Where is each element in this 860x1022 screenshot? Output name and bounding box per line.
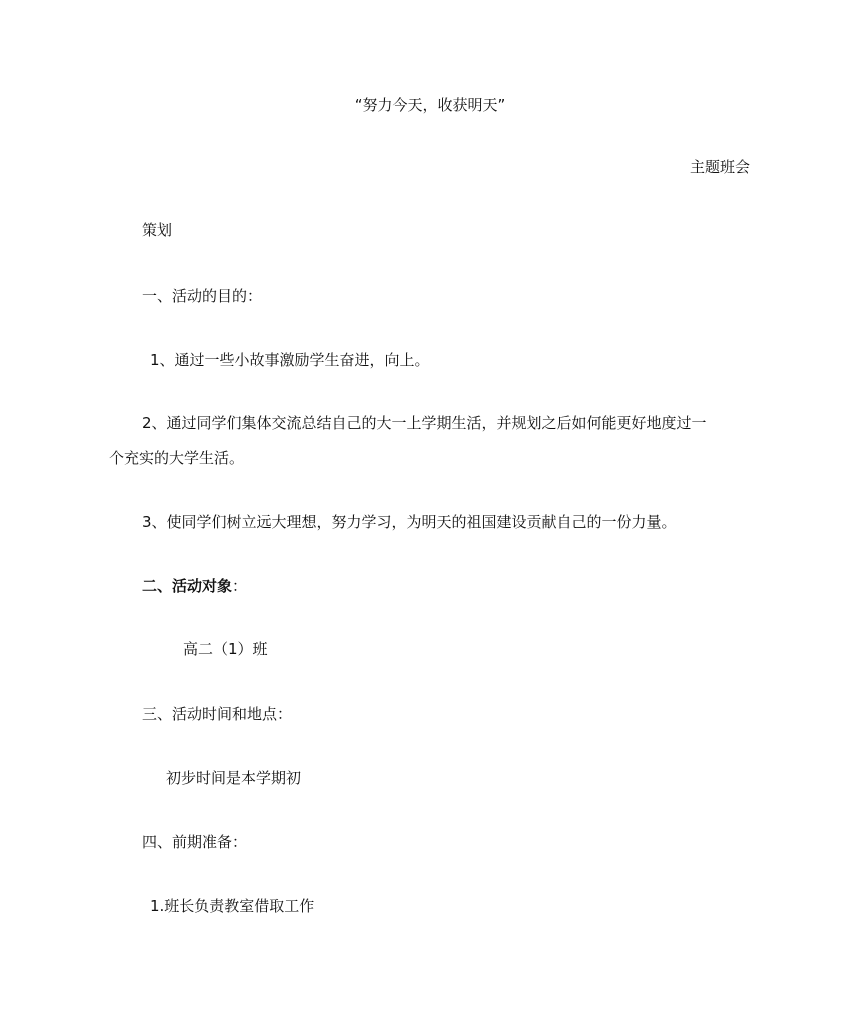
plan-label: 策划	[142, 221, 173, 239]
section-heading-purpose: 一、活动的目的：	[142, 287, 263, 305]
purpose-item-2: 2、通过同学们集体交流总结自己的大一上学期生活，并规划之后如何能更好地度过一	[142, 414, 707, 432]
purpose-item-1: 1、通过一些小故事激励学生奋进，向上。	[150, 351, 430, 369]
section-heading-audience-colon: ：	[232, 577, 248, 595]
audience-value: 高二（1）班	[183, 640, 268, 658]
preparation-item-1: 1.班长负责教室借取工作	[150, 897, 315, 915]
purpose-item-2-continued: 个充实的大学生活。	[109, 449, 245, 467]
section-heading-audience	[142, 576, 247, 596]
section-heading-time-place: 三、活动时间和地点：	[142, 705, 293, 723]
document-title: “努力今天，收获明天”	[354, 96, 506, 114]
section-heading-preparation: 四、前期准备：	[142, 833, 248, 851]
purpose-item-3: 3、使同学们树立远大理想，努力学习，为明天的祖国建设贡献自己的一份力量。	[142, 513, 677, 531]
section-heading-audience-text: 二、活动对象	[142, 577, 233, 595]
document-subtitle: 主题班会	[689, 158, 750, 176]
time-place-value: 初步时间是本学期初	[166, 769, 302, 787]
